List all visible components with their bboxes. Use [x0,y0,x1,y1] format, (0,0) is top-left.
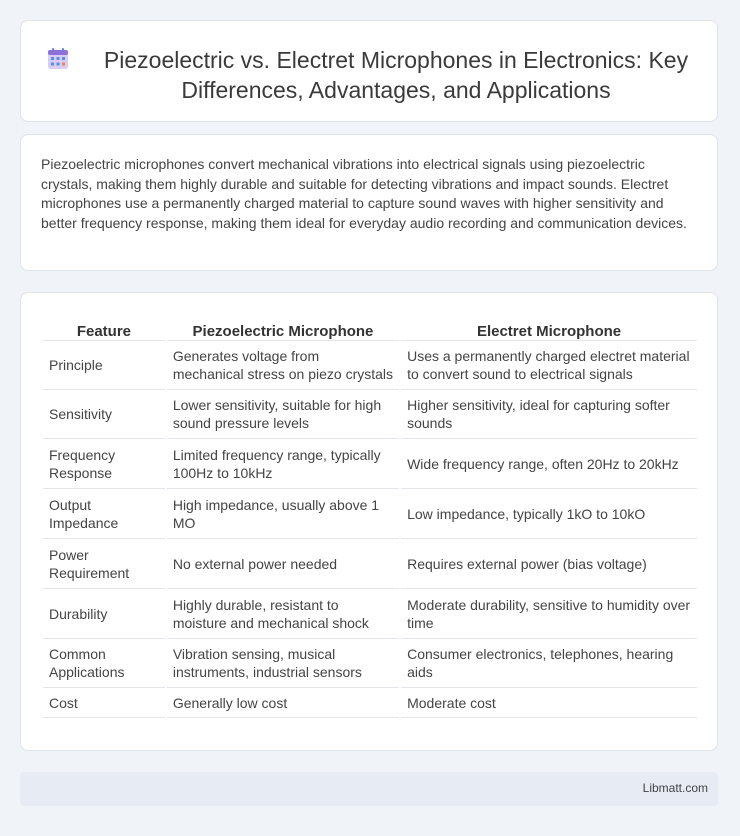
calendar-grid-icon [46,47,70,71]
feature-cell: Frequency Response [43,439,165,489]
electret-cell: Low impedance, typically 1kO to 10kO [401,489,697,539]
feature-cell: Principle [43,341,165,390]
electret-cell: Higher sensitivity, ideal for capturing softer sounds [401,390,697,439]
piezoelectric-cell: Highly durable, resistant to moisture and mechanical shock [167,589,399,639]
table-row [43,341,697,390]
column-header-feature: Feature [43,313,165,341]
piezoelectric-cell: Generates voltage from mechanical stress on piezo crystals [167,341,399,390]
footer-brand-link[interactable]: Libmatt.com [642,781,708,795]
piezoelectric-cell: Generally low cost [167,688,399,718]
page-title: Piezoelectric vs. Electret Microphones in Electronics: Key Differences, Advantages, and Applications [103,47,689,103]
feature-cell: Sensitivity [43,390,165,439]
column-header-piezoelectric: Piezoelectric Microphone [167,313,399,341]
intro-paragraph: Piezoelectric microphones convert mechanical vibrations into electrical signals using piezoelectric crystals, making them highly durable and suitable for detecting vibrations and impact sounds. Electret microphones use a permanently charged material to capture sound waves with higher sensitivity and better frequency response, making them ideal for everyday audio recording and communication devices. [41,156,687,231]
table-row [43,489,697,539]
piezoelectric-cell: High impedance, usually above 1 MO [167,489,399,539]
electret-cell: Moderate cost [401,688,697,718]
feature-cell: Output Impedance [43,489,165,539]
comparison-table [41,313,699,718]
table-row [43,639,697,688]
feature-cell: Common Applications [43,639,165,688]
feature-cell: Cost [43,688,165,718]
electret-cell: Wide frequency range, often 20Hz to 20kHz [401,439,697,489]
table-row [43,439,697,489]
electret-cell: Consumer electronics, telephones, hearing aids [401,639,697,688]
piezoelectric-cell: Limited frequency range, typically 100Hz to 10kHz [167,439,399,489]
footer-bar [20,772,718,806]
piezoelectric-cell: No external power needed [167,539,399,589]
table-row [43,688,697,718]
table-row [43,390,697,439]
electret-cell: Uses a permanently charged electret material to convert sound to electrical signals [401,341,697,390]
piezoelectric-cell: Lower sensitivity, suitable for high sound pressure levels [167,390,399,439]
feature-cell: Power Requirement [43,539,165,589]
column-header-electret: Electret Microphone [401,313,697,341]
intro-card [20,134,718,271]
feature-cell: Durability [43,589,165,639]
table-header-row [43,313,697,341]
title-card [20,20,718,122]
electret-cell: Requires external power (bias voltage) [401,539,697,589]
table-row [43,539,697,589]
electret-cell: Moderate durability, sensitive to humidity over time [401,589,697,639]
table-row [43,589,697,639]
piezoelectric-cell: Vibration sensing, musical instruments, industrial sensors [167,639,399,688]
comparison-table-card [20,292,718,751]
